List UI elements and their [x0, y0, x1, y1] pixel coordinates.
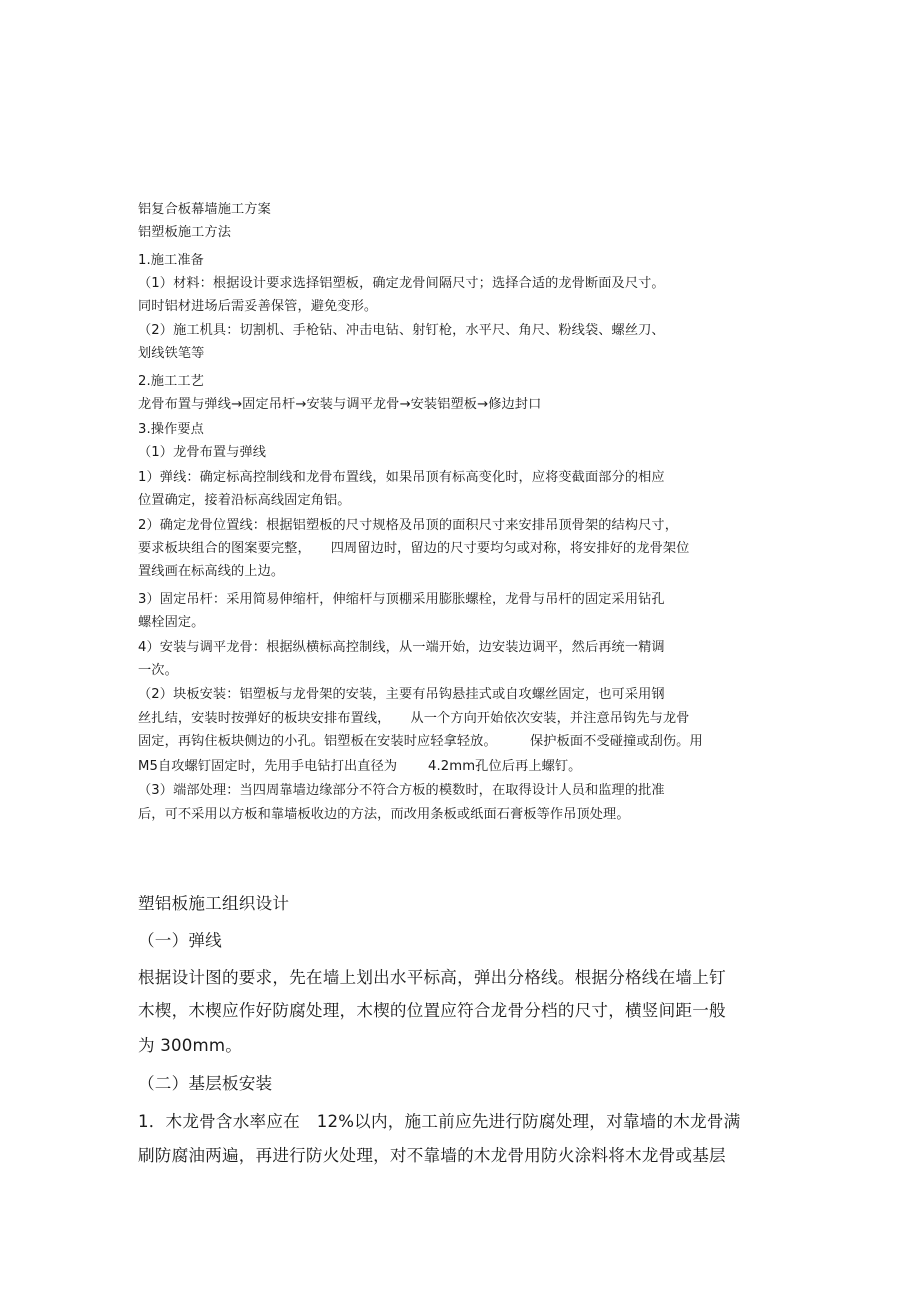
process-flow: 龙骨布置与弹线→固定吊杆→安装与调平龙骨→安装铝塑板→修边封口 — [138, 397, 542, 412]
item-level-keel-line2: 一次。 — [138, 663, 178, 678]
paragraph-tools-line2: 划线铁笔等 — [138, 346, 205, 361]
end-treatment-line1: （3）端部处理：当四周靠墙边缘部分不符合方板的模数时，在取得设计人员和监理的批准 — [138, 783, 665, 798]
subheading-keel-layout: （1）龙骨布置与弹线 — [138, 445, 267, 460]
paragraph-base-board-line2: 刷防腐油两遍，再进行防火处理，对不靠墙的木龙骨用防火涂料将木龙骨或基层 — [138, 1146, 726, 1165]
panel-install-line2: 丝扎结，安装时按弹好的板块安排布置线， 从一个方向开始依次安装，并注意吊钩先与龙骨 — [138, 711, 690, 726]
paragraph-materials-line2: 同时铝材进场后需妥善保管，避免变形。 — [138, 299, 378, 314]
doc-title: 铝复合板幕墙施工方案 — [138, 202, 271, 217]
item-hanger-line1: 3）固定吊杆：采用简易伸缩杆，伸缩杆与顶棚采用膨胀螺栓，龙骨与吊杆的固定采用钻孔 — [138, 592, 665, 607]
panel-install-line1: （2）块板安装：铝塑板与龙骨架的安装，主要有吊钩悬挂式或自攻螺丝固定，也可采用钢 — [138, 687, 665, 702]
item-hanger-line2: 螺栓固定。 — [138, 615, 205, 630]
paragraph-base-board-line1: 1．木龙骨含水率应在 12%以内，施工前应先进行防腐处理，对靠墙的木龙骨满 — [138, 1112, 741, 1131]
end-treatment-line2: 后，可不采用以方板和靠墙板收边的方法，而改用条板或纸面石膏板等作吊顶处理。 — [138, 807, 630, 822]
heading-base-board: （二）基层板安装 — [138, 1074, 273, 1093]
item-keel-position-line2: 要求板块组合的图案要完整， 四周留边时，留边的尺寸要均匀或对称，将安排好的龙骨架位 — [138, 541, 690, 556]
paragraph-snap-line-line3: 为 300mm。 — [138, 1036, 243, 1055]
item-level-keel-line1: 4）安装与调平龙骨：根据纵横标高控制线，从一端开始，边安装边调平，然后再统一精调 — [138, 640, 665, 655]
item-keel-position-line3: 置线画在标高线的上边。 — [138, 564, 285, 579]
item-snap-line-line2: 位置确定，接着沿标高线固定角铝。 — [138, 493, 351, 508]
heading-preparation: 1.施工准备 — [138, 253, 204, 268]
panel-install-line4: M5自攻螺钉固定时，先用手电钻打出直径为 4.2mm孔位后再上螺钉。 — [138, 759, 582, 774]
item-keel-position-line1: 2）确定龙骨位置线：根据铝塑板的尺寸规格及吊顶的面积尺寸来安排吊顶骨架的结构尺寸， — [138, 518, 678, 533]
paragraph-snap-line-line1: 根据设计图的要求，先在墙上划出水平标高，弹出分格线。根据分格线在墙上钉 — [138, 968, 726, 987]
paragraph-materials-line1: （1）材料：根据设计要求选择铝塑板，确定龙骨间隔尺寸；选择合适的龙骨断面及尺寸。 — [138, 276, 665, 291]
paragraph-snap-line-line2: 木楔，木楔应作好防腐处理，木楔的位置应符合龙骨分档的尺寸，横竖间距一般 — [138, 1001, 726, 1020]
heading-process: 2.施工工艺 — [138, 374, 204, 389]
heading-snap-line: （一）弹线 — [138, 931, 222, 950]
section-title: 塑铝板施工组织设计 — [138, 894, 290, 913]
paragraph-tools-line1: （2）施工机具：切割机、手枪钻、冲击电钻、射钉枪，水平尺、角尺、粉线袋、螺丝刀、 — [138, 323, 665, 338]
doc-subtitle: 铝塑板施工方法 — [138, 225, 232, 240]
heading-key-points: 3.操作要点 — [138, 422, 204, 437]
panel-install-line3: 固定，再钩住板块侧边的小孔。铝塑板在安装时应轻拿轻放。 保护板面不受碰撞或刮伤。用 — [138, 734, 703, 749]
item-snap-line-line1: 1）弹线：确定标高控制线和龙骨布置线，如果吊顶有标高变化时，应将变截面部分的相应 — [138, 470, 665, 485]
